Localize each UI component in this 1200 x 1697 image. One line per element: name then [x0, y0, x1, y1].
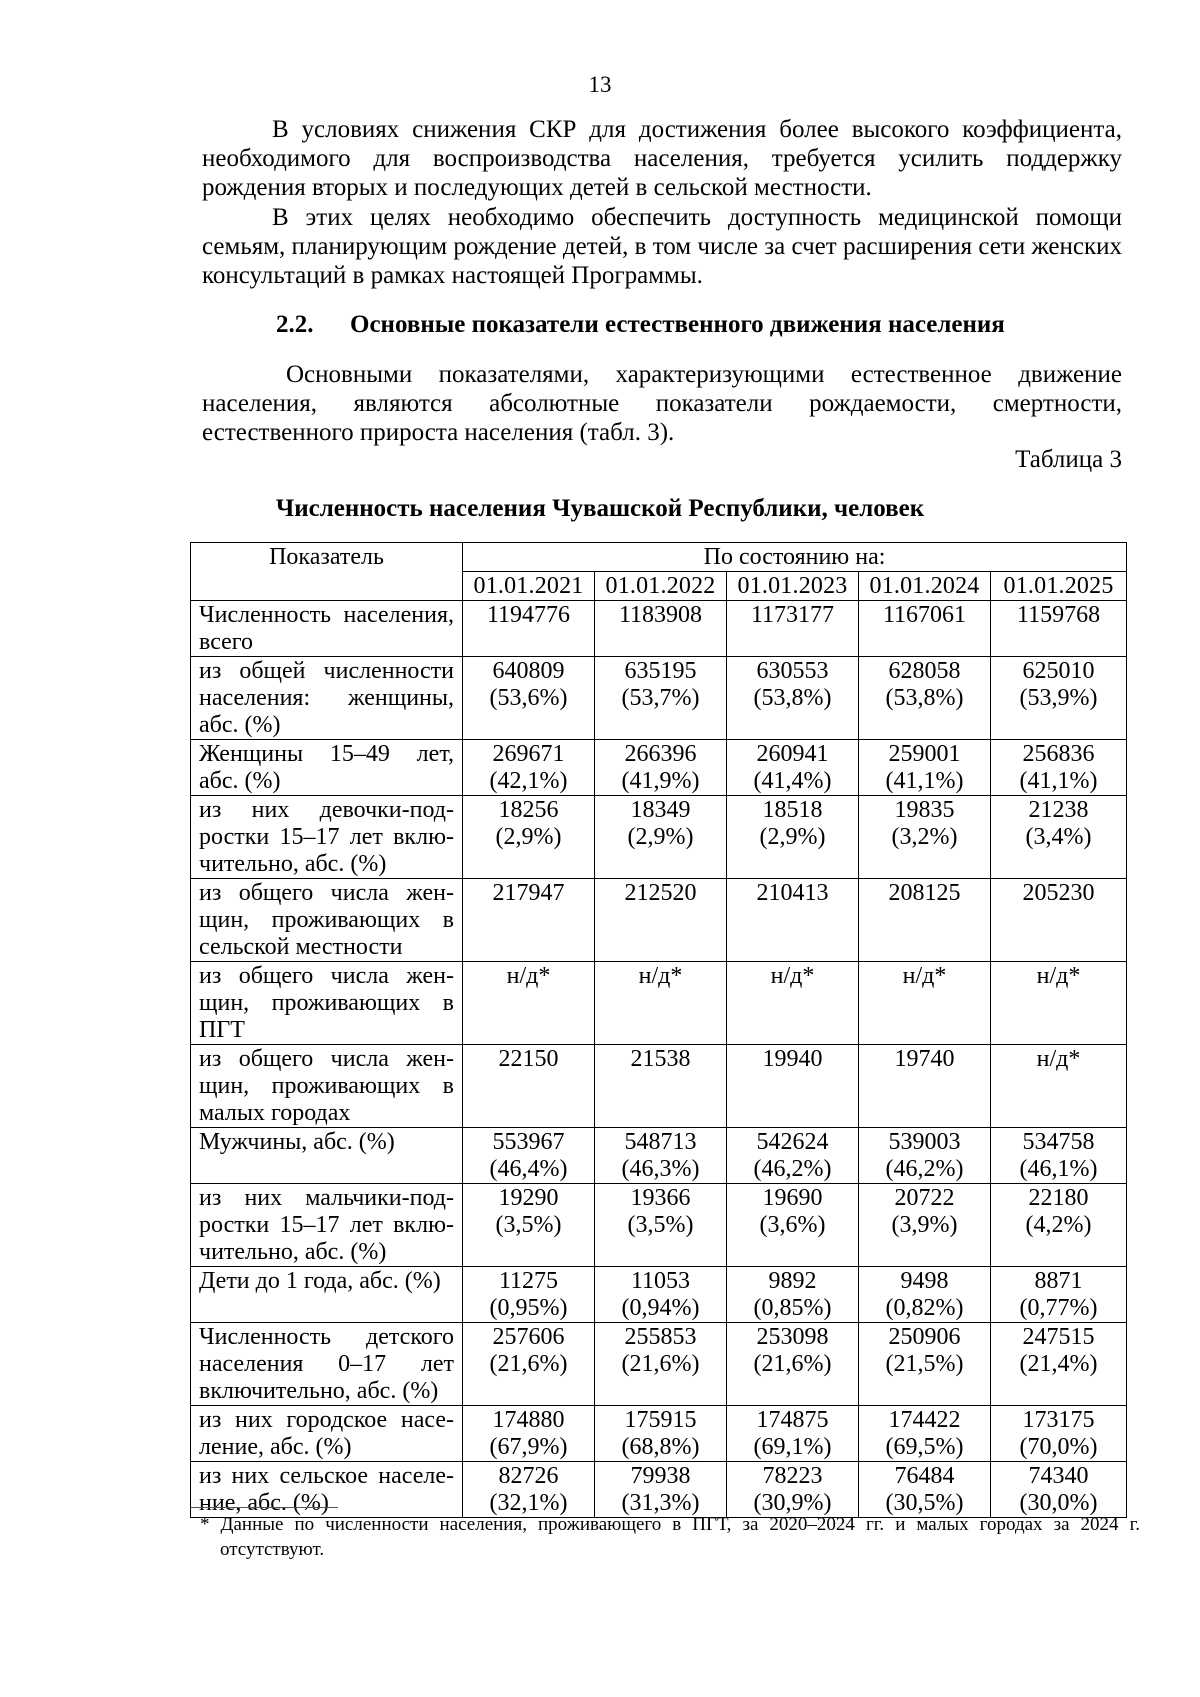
table-row — [191, 1406, 1127, 1462]
absolute-value: 212520 — [624, 880, 697, 906]
paragraph-1-text: В условиях снижения СКР для достижения более высокого коэффициента, необходимого для воспроизводства населения, требуется усилить поддержку рождения вторых и последующих детей в сельской местности. — [202, 116, 1122, 201]
date-header: 01.01.2023 — [727, 572, 859, 601]
value-cell — [727, 1267, 859, 1323]
absolute-value: 19940 — [762, 1046, 823, 1072]
absolute-value: 20722 — [894, 1185, 955, 1211]
absolute-value: 1183908 — [618, 602, 703, 628]
percent-value: (46,2%) — [885, 1156, 964, 1182]
absolute-value: н/д* — [902, 963, 947, 989]
value-cell — [859, 962, 991, 1045]
paragraph-2-text: В этих целях необходимо обеспечить доступность медицинской помощи семьям, планирующим рождение детей, в том числе за счет расширения сети женских консультаций в рамках настоящей Программы. — [202, 204, 1122, 289]
percent-value: (70,0%) — [1019, 1434, 1098, 1460]
absolute-value: 548713 — [624, 1129, 697, 1155]
value-cell — [727, 1462, 859, 1518]
indicator-cell: Дети до 1 года, абс. (%) — [191, 1267, 463, 1323]
percent-value: (3,5%) — [495, 1212, 562, 1238]
percent-value: (30,5%) — [885, 1490, 964, 1516]
value-cell — [727, 1184, 859, 1267]
value-cell — [463, 1184, 595, 1267]
percent-value: (0,77%) — [1019, 1295, 1098, 1321]
section-title: Основные показатели естественного движения населения — [350, 311, 1005, 338]
section-number: 2.2. — [276, 311, 314, 338]
table-row — [191, 1128, 1127, 1184]
absolute-value: 11275 — [498, 1268, 559, 1294]
value-cell — [991, 1323, 1127, 1406]
absolute-value: 208125 — [888, 880, 961, 906]
value-cell — [595, 601, 727, 657]
page-number: 13 — [588, 72, 612, 97]
value-cell — [727, 657, 859, 740]
table-row — [191, 601, 1127, 657]
absolute-value: 19366 — [630, 1185, 691, 1211]
absolute-value: 217947 — [492, 880, 565, 906]
paragraph-3 — [202, 360, 1122, 447]
indicator-header: Показатель — [191, 543, 463, 601]
percent-value: (30,9%) — [753, 1490, 832, 1516]
percent-value: (68,8%) — [621, 1434, 700, 1460]
date-header: 01.01.2024 — [859, 572, 991, 601]
indicator-cell: из общего числа женщин, проживающих в сельской местности — [191, 879, 463, 962]
value-cell — [595, 1128, 727, 1184]
absolute-value: 173175 — [1022, 1407, 1095, 1433]
percent-value: (3,6%) — [759, 1212, 826, 1238]
absolute-value: 175915 — [624, 1407, 697, 1433]
table-row — [191, 1184, 1127, 1267]
absolute-value: 253098 — [756, 1324, 829, 1350]
value-cell — [463, 657, 595, 740]
value-cell — [991, 657, 1127, 740]
value-cell — [727, 1323, 859, 1406]
value-cell — [595, 1184, 727, 1267]
absolute-value: 22150 — [498, 1046, 559, 1072]
absolute-value: 635195 — [624, 658, 697, 684]
absolute-value: 9498 — [900, 1268, 949, 1294]
table-row — [191, 1462, 1127, 1518]
absolute-value: 22180 — [1028, 1185, 1089, 1211]
absolute-value: н/д* — [1036, 1046, 1081, 1072]
absolute-value: 21538 — [630, 1046, 691, 1072]
value-cell — [727, 796, 859, 879]
value-cell — [859, 879, 991, 962]
percent-value: (67,9%) — [489, 1434, 568, 1460]
indicator-cell: из них сельское население, абс. (%) — [191, 1462, 463, 1518]
absolute-value: 269671 — [492, 741, 565, 767]
value-cell — [595, 796, 727, 879]
date-header: 01.01.2022 — [595, 572, 727, 601]
table-row — [191, 1323, 1127, 1406]
value-cell — [595, 657, 727, 740]
percent-value: (2,9%) — [759, 824, 826, 850]
table-label: Таблица 3 — [1015, 446, 1122, 473]
percent-value: (41,1%) — [1019, 768, 1098, 794]
indicator-cell: из общей численности населения: женщины, абс. (%) — [191, 657, 463, 740]
indicator-cell: из общего числа женщин, проживающих в ПГТ — [191, 962, 463, 1045]
indicator-cell: из них городское население, абс. (%) — [191, 1406, 463, 1462]
value-cell — [991, 1462, 1127, 1518]
value-cell — [727, 1406, 859, 1462]
absolute-value: 1194776 — [486, 602, 571, 628]
paragraph-1 — [202, 115, 1122, 202]
value-cell — [463, 879, 595, 962]
absolute-value: 11053 — [630, 1268, 691, 1294]
value-cell — [991, 601, 1127, 657]
absolute-value: 628058 — [888, 658, 961, 684]
absolute-value: 18518 — [762, 797, 823, 823]
paragraph-2 — [202, 203, 1122, 290]
percent-value: (53,7%) — [621, 685, 700, 711]
percent-value: (21,5%) — [885, 1351, 964, 1377]
absolute-value: 21238 — [1028, 797, 1089, 823]
absolute-value: 174875 — [756, 1407, 829, 1433]
absolute-value: 174422 — [888, 1407, 961, 1433]
absolute-value: 82726 — [498, 1463, 559, 1489]
absolute-value: 1167061 — [882, 602, 967, 628]
absolute-value: 640809 — [492, 658, 565, 684]
indicator-cell: Численность населения, всего — [191, 601, 463, 657]
percent-value: (3,9%) — [891, 1212, 958, 1238]
absolute-value: н/д* — [770, 963, 815, 989]
absolute-value: 8871 — [1034, 1268, 1083, 1294]
value-cell — [463, 601, 595, 657]
value-cell — [859, 1267, 991, 1323]
value-cell — [595, 1462, 727, 1518]
value-cell — [595, 879, 727, 962]
absolute-value: 9892 — [768, 1268, 817, 1294]
value-cell — [463, 1323, 595, 1406]
value-cell — [991, 879, 1127, 962]
value-cell — [595, 740, 727, 796]
percent-value: (46,3%) — [621, 1156, 700, 1182]
absolute-value: 625010 — [1022, 658, 1095, 684]
indicator-cell: из них мальчики-подростки 15–17 лет включительно, абс. (%) — [191, 1184, 463, 1267]
absolute-value: н/д* — [638, 963, 683, 989]
value-cell — [991, 1184, 1127, 1267]
percent-value: (46,1%) — [1019, 1156, 1098, 1182]
value-cell — [727, 962, 859, 1045]
value-cell — [463, 1462, 595, 1518]
absolute-value: 255853 — [624, 1324, 697, 1350]
date-header: 01.01.2021 — [463, 572, 595, 601]
absolute-value: 257606 — [492, 1324, 565, 1350]
percent-value: (21,4%) — [1019, 1351, 1098, 1377]
value-cell — [727, 740, 859, 796]
value-cell — [463, 796, 595, 879]
footnote-divider — [190, 1507, 338, 1508]
absolute-value: 534758 — [1022, 1129, 1095, 1155]
value-cell — [859, 796, 991, 879]
percent-value: (53,6%) — [489, 685, 568, 711]
absolute-value: н/д* — [506, 963, 551, 989]
value-cell — [859, 601, 991, 657]
value-cell — [859, 1184, 991, 1267]
table-row — [191, 962, 1127, 1045]
value-cell — [595, 962, 727, 1045]
indicator-cell: Численность детского населения 0–17 лет включительно, абс. (%) — [191, 1323, 463, 1406]
percent-value: (41,4%) — [753, 768, 832, 794]
absolute-value: 250906 — [888, 1324, 961, 1350]
percent-value: (21,6%) — [621, 1351, 700, 1377]
table-row — [191, 1045, 1127, 1128]
percent-value: (21,6%) — [489, 1351, 568, 1377]
value-cell — [859, 1128, 991, 1184]
value-cell — [463, 740, 595, 796]
percent-value: (4,2%) — [1025, 1212, 1092, 1238]
absolute-value: н/д* — [1036, 963, 1081, 989]
table-row — [191, 879, 1127, 962]
value-cell — [859, 657, 991, 740]
absolute-value: 19740 — [894, 1046, 955, 1072]
absolute-value: 1173177 — [750, 602, 835, 628]
absolute-value: 174880 — [492, 1407, 565, 1433]
percent-value: (32,1%) — [489, 1490, 568, 1516]
percent-value: (2,9%) — [627, 824, 694, 850]
absolute-value: 553967 — [492, 1129, 565, 1155]
absolute-value: 19690 — [762, 1185, 823, 1211]
value-cell — [991, 1406, 1127, 1462]
absolute-value: 1159768 — [1016, 602, 1101, 628]
date-header: 01.01.2025 — [991, 572, 1127, 601]
absolute-value: 259001 — [888, 741, 961, 767]
absolute-value: 247515 — [1022, 1324, 1095, 1350]
indicator-cell: Женщины 15–49 лет, абс. (%) — [191, 740, 463, 796]
absolute-value: 539003 — [888, 1129, 961, 1155]
value-cell — [595, 1323, 727, 1406]
percent-value: (31,3%) — [621, 1490, 700, 1516]
percent-value: (21,6%) — [753, 1351, 832, 1377]
value-cell — [859, 1462, 991, 1518]
value-cell — [859, 740, 991, 796]
percent-value: (0,94%) — [621, 1295, 700, 1321]
absolute-value: 79938 — [630, 1463, 691, 1489]
absolute-value: 78223 — [762, 1463, 823, 1489]
table-row — [191, 1267, 1127, 1323]
percent-value: (2,9%) — [495, 824, 562, 850]
percent-value: (42,1%) — [489, 768, 568, 794]
table-header-row — [191, 543, 1127, 572]
percent-value: (41,9%) — [621, 768, 700, 794]
indicator-cell: из них девочки-подростки 15–17 лет включительно, абс. (%) — [191, 796, 463, 879]
population-table — [190, 542, 1127, 1518]
value-cell — [991, 1045, 1127, 1128]
absolute-value: 76484 — [894, 1463, 955, 1489]
table-row — [191, 657, 1127, 740]
absolute-value: 18349 — [630, 797, 691, 823]
indicator-cell: Мужчины, абс. (%) — [191, 1128, 463, 1184]
value-cell — [991, 796, 1127, 879]
percent-value: (53,8%) — [885, 685, 964, 711]
section-heading — [276, 311, 1005, 339]
table-row — [191, 740, 1127, 796]
footnote: * Данные по численности населения, проживающего в ПГТ, за 2020–2024 гг. и малых городах за 2024 г. отсутствуют. — [200, 1514, 1140, 1560]
value-cell — [463, 962, 595, 1045]
percent-value: (46,2%) — [753, 1156, 832, 1182]
absolute-value: 19835 — [894, 797, 955, 823]
percent-value: (0,95%) — [489, 1295, 568, 1321]
table-row — [191, 796, 1127, 879]
absolute-value: 210413 — [756, 880, 829, 906]
value-cell — [859, 1323, 991, 1406]
percent-value: (53,8%) — [753, 685, 832, 711]
absolute-value: 19290 — [498, 1185, 559, 1211]
value-cell — [595, 1045, 727, 1128]
absolute-value: 630553 — [756, 658, 829, 684]
indicator-cell: из общего числа женщин, проживающих в малых городах — [191, 1045, 463, 1128]
value-cell — [463, 1267, 595, 1323]
value-cell — [727, 601, 859, 657]
value-cell — [727, 1045, 859, 1128]
value-cell — [991, 740, 1127, 796]
value-cell — [991, 1267, 1127, 1323]
value-cell — [463, 1128, 595, 1184]
value-cell — [991, 1128, 1127, 1184]
absolute-value: 205230 — [1022, 880, 1095, 906]
absolute-value: 74340 — [1028, 1463, 1089, 1489]
absolute-value: 256836 — [1022, 741, 1095, 767]
table-title: Численность населения Чувашской Республики, человек — [275, 495, 925, 522]
percent-value: (69,1%) — [753, 1434, 832, 1460]
value-cell — [727, 879, 859, 962]
percent-value: (3,2%) — [891, 824, 958, 850]
table-body — [191, 601, 1127, 1518]
absolute-value: 18256 — [498, 797, 559, 823]
percent-value: (0,82%) — [885, 1295, 964, 1321]
percent-value: (41,1%) — [885, 768, 964, 794]
paragraph-3-text: Основными показателями, характеризующими естественное движение населения, являются абсолютные показатели рождаемости, смертности, естественного прироста населения (табл. 3). — [202, 361, 1122, 446]
percent-value: (53,9%) — [1019, 685, 1098, 711]
absolute-value: 542624 — [756, 1129, 829, 1155]
date-group-header: По состоянию на: — [463, 543, 1127, 572]
percent-value: (3,5%) — [627, 1212, 694, 1238]
percent-value: (0,85%) — [753, 1295, 832, 1321]
value-cell — [859, 1406, 991, 1462]
value-cell — [463, 1406, 595, 1462]
percent-value: (69,5%) — [885, 1434, 964, 1460]
value-cell — [463, 1045, 595, 1128]
percent-value: (46,4%) — [489, 1156, 568, 1182]
value-cell — [595, 1406, 727, 1462]
absolute-value: 266396 — [624, 741, 697, 767]
value-cell — [595, 1267, 727, 1323]
value-cell — [991, 962, 1127, 1045]
percent-value: (30,0%) — [1019, 1490, 1098, 1516]
percent-value: (3,4%) — [1025, 824, 1092, 850]
value-cell — [727, 1128, 859, 1184]
absolute-value: 260941 — [756, 741, 829, 767]
value-cell — [859, 1045, 991, 1128]
